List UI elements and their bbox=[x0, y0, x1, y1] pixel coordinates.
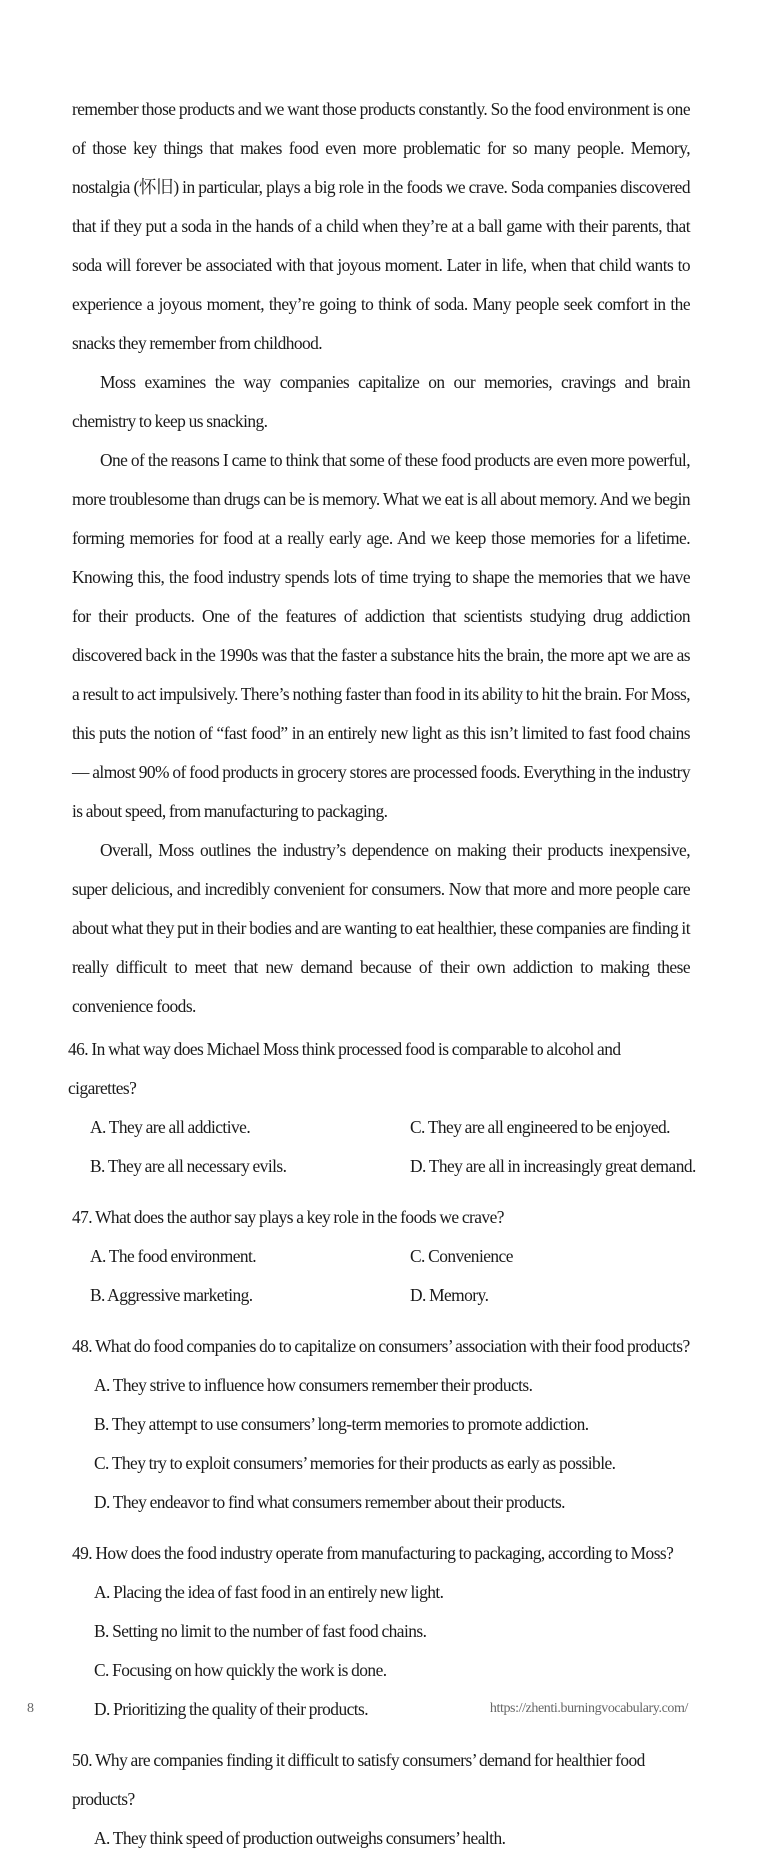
question-49-option-d[interactable]: D. Prioritizing the quality of their products. bbox=[94, 1699, 369, 1719]
question-50-options bbox=[94, 1819, 690, 1858]
question-50-option-a[interactable]: A. They think speed of production outweighs consumers’ health. bbox=[94, 1828, 506, 1848]
question-46-options bbox=[90, 1108, 696, 1186]
question-48-option-c[interactable]: C. They try to exploit consumers’ memories for their products as early as possible. bbox=[94, 1453, 616, 1473]
document-page bbox=[68, 90, 696, 1858]
question-49-option-c[interactable]: C. Focusing on how quickly the work is done. bbox=[94, 1660, 387, 1680]
question-48 bbox=[72, 1327, 690, 1522]
question-50 bbox=[72, 1741, 690, 1858]
question-49-option-a[interactable]: A. Placing the idea of fast food in an entirely new light. bbox=[94, 1582, 444, 1602]
question-49 bbox=[72, 1534, 690, 1729]
question-47-option-b[interactable]: B. Aggressive marketing. bbox=[90, 1285, 253, 1305]
question-49-stem: 49. How does the food industry operate from manufacturing to packaging, according to Moss? bbox=[72, 1543, 674, 1563]
passage-paragraph-4: Overall, Moss outlines the industry’s dependence on making their products inexpensive, super delicious, and incredibly convenient for consumers. Now that more and more people care about what they put in their bodies and are wanting to eat healthier, these companies are finding it really difficult to meet that new demand because of their own addiction to making these convenience foods. bbox=[72, 840, 690, 1016]
source-url-link[interactable]: https://zhenti.burningvocabulary.com/ bbox=[489, 1701, 688, 1716]
question-48-stem: 48. What do food companies do to capitalize on consumers’ association with their food products? bbox=[72, 1336, 690, 1356]
question-50-stem: 50. Why are companies finding it difficult to satisfy consumers’ demand for healthier food products? bbox=[72, 1750, 645, 1809]
question-46-option-a[interactable]: A. They are all addictive. bbox=[90, 1117, 251, 1137]
question-48-option-a[interactable]: A. They strive to influence how consumers remember their products. bbox=[94, 1375, 533, 1395]
question-47 bbox=[72, 1198, 690, 1315]
question-47-option-d[interactable]: D. Memory. bbox=[410, 1285, 489, 1305]
question-48-option-b[interactable]: B. They attempt to use consumers’ long-term memories to promote addiction. bbox=[94, 1414, 589, 1434]
question-46-stem: 46. In what way does Michael Moss think processed food is comparable to alcohol and cigarettes? bbox=[68, 1039, 621, 1098]
question-46 bbox=[68, 1030, 696, 1186]
question-47-option-c[interactable]: C. Convenience bbox=[410, 1246, 513, 1266]
question-46-option-b[interactable]: B. They are all necessary evils. bbox=[90, 1156, 287, 1176]
question-47-options bbox=[90, 1237, 690, 1315]
question-49-option-b[interactable]: B. Setting no limit to the number of fast food chains. bbox=[94, 1621, 427, 1641]
question-47-stem: 47. What does the author say plays a key role in the foods we crave? bbox=[72, 1207, 504, 1227]
passage-paragraph-1: remember those products and we want those products constantly. So the food environment is one of those key things that makes food even more problematic for so many people. Memory, nostalgia (怀旧) in particular, plays a big role in the foods we crave. Soda companies discovered that if they put a soda in the hands of a child when they’re at a ball game with their parents, that soda will forever be associated with that joyous moment. Later in life, when that child wants to experience a joyous moment, they’re going to think of soda. Many people seek comfort in the snacks they remember from childhood. bbox=[72, 99, 690, 353]
passage-paragraph-2: Moss examines the way companies capitalize on our memories, cravings and brain chemistry to keep us snacking. bbox=[72, 372, 690, 431]
question-46-option-c[interactable]: C. They are all engineered to be enjoyed. bbox=[410, 1117, 670, 1137]
passage-paragraph-3: One of the reasons I came to think that some of these food products are even more powerful, more troublesome than drugs can be is memory. What we eat is all about memory. And we begin forming memories for food at a really early age. And we keep those memories for a lifetime. Knowing this, the food industry spends lots of time trying to shape the memories that we have for their products. One of the features of addiction that scientists studying drug addiction discovered back in the 1990s was that the faster a substance hits the brain, the more apt we are as a result to act impulsively. There’s nothing faster than food in its ability to hit the brain. For Moss, this puts the notion of “fast food” in an entirely new light as this isn’t limited to fast food chains — almost 90% of food products in grocery stores are processed foods. Everything in the industry is about speed, from manufacturing to packaging. bbox=[72, 450, 690, 821]
page-number: 8 bbox=[27, 1701, 34, 1716]
question-46-option-d[interactable]: D. They are all in increasingly great demand. bbox=[410, 1156, 696, 1176]
question-48-options bbox=[94, 1366, 690, 1522]
question-47-option-a[interactable]: A. The food environment. bbox=[90, 1246, 257, 1266]
question-48-option-d[interactable]: D. They endeavor to find what consumers remember about their products. bbox=[94, 1492, 565, 1512]
